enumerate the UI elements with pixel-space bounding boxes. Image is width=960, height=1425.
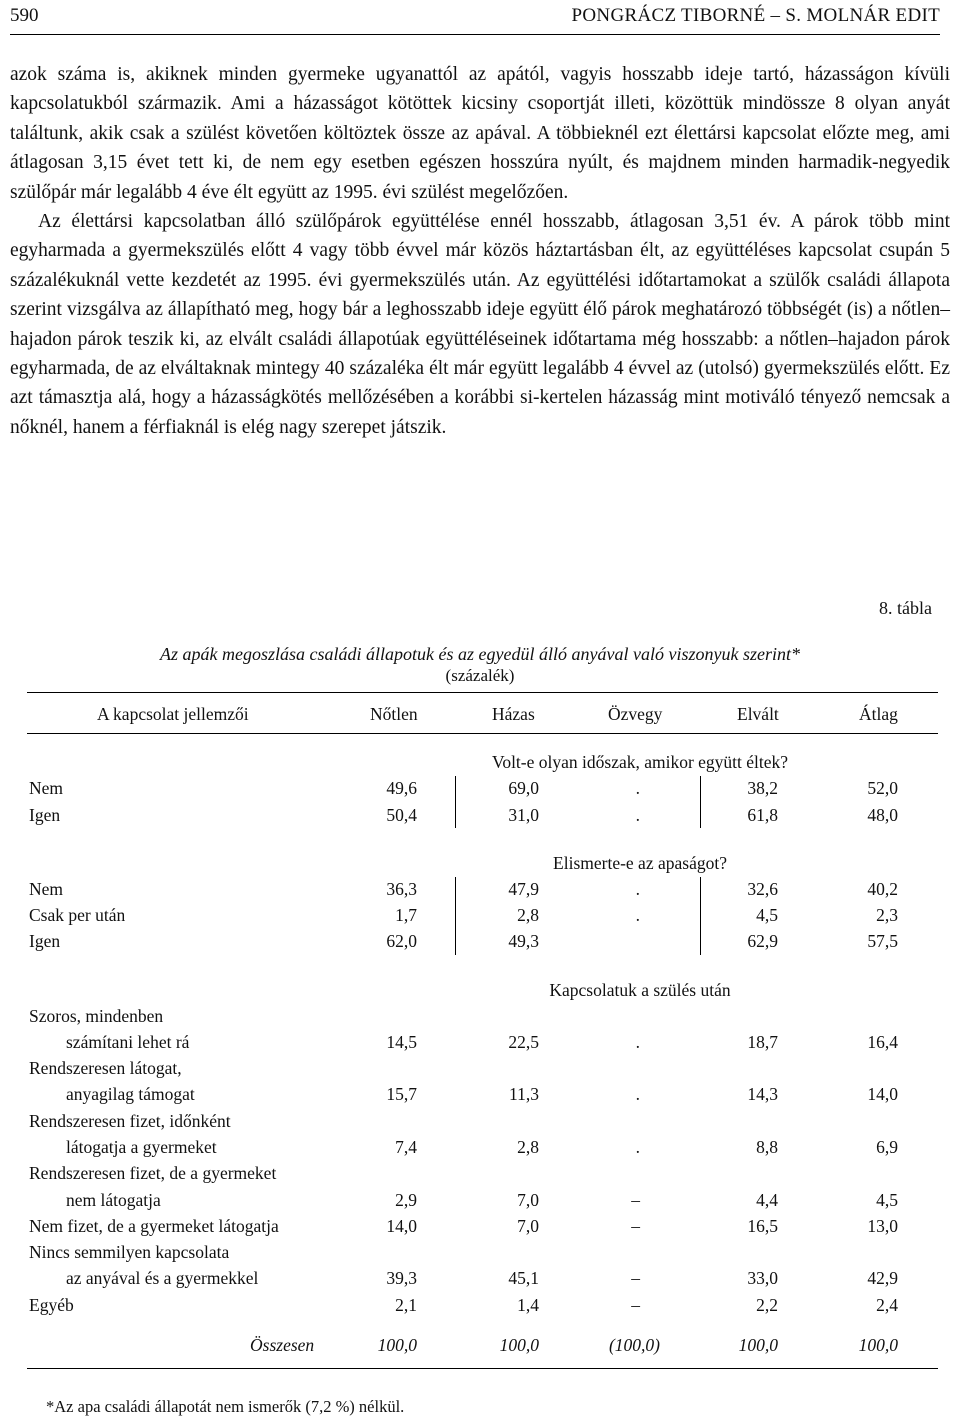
paragraph-1: azok száma is, akiknek minden gyermeke ugyanattól az apától, vagyis hosszabb ideje tartó, házasságon kívüli kapcsolatukból származik. Ami a házasságot kötöttek kicsiny csoportját illeti, közöttük mindössze 8 olyan anyát találtunk, akik csak a szülést követően költöztek össze az apával. A többieknél ezt élettársi kapcsolat előzte meg, ami átlagosan 3,15 évet tett ki, de nem egy esetben egészen hosszúra nyúlt, és majdnem minden harmadik-negyedik szülőpár már legalább 4 éve élt együtt az 1995. évi szülést megelőzően. [10,64,950,203]
cell-married: 11,3 [509,1084,539,1104]
table-row [0,1111,960,1137]
cell-divorced: 33,0 [747,1268,778,1288]
table-row [0,905,960,931]
row-label: Nincs semmilyen kapcsolata [29,1242,230,1262]
cell-single: 2,9 [395,1190,417,1210]
cell-widowed: . [635,905,640,925]
cell-divorced: 38,2 [747,778,778,798]
section-title: Volt-e olyan időszak, amikor együtt éltek? [491,752,789,772]
cell-average: 2,3 [876,905,898,925]
table-header-rule [27,733,938,734]
cell-widowed: . [635,1084,640,1104]
running-head: PONGRÁCZ TIBORNÉ – S. MOLNÁR EDIT [571,5,940,26]
cell-married: 45,1 [508,1268,539,1288]
total-row [0,1335,960,1361]
cell-married: 47,9 [508,879,539,899]
table-row [0,1268,960,1294]
table-unit: (százalék) [445,666,515,685]
table-row [0,1242,960,1268]
column-header-characteristics: A kapcsolat jellemzői [97,704,249,724]
row-label: Szoros, mindenben [29,1006,164,1026]
column-header-married: Házas [492,704,535,724]
column-header-single: Nőtlen [370,704,418,724]
row-label: Nem [29,778,64,798]
cell-average: 48,0 [867,805,898,825]
table-row [0,1006,960,1032]
cell-single: 15,7 [386,1084,417,1104]
cell-single: 50,4 [386,805,417,825]
cell-divorced: 16,5 [747,1216,778,1236]
cell-widowed: – [631,1216,640,1236]
cell-single: 36,3 [386,879,417,899]
cell-married: 7,0 [517,1216,539,1236]
table-top-rule [27,692,938,693]
cell-average: 40,2 [867,879,898,899]
cell-divorced: 14,3 [747,1084,778,1104]
cell-divorced: 32,6 [747,879,778,899]
cell-divorced: 4,5 [756,905,778,925]
cell-single: 7,4 [395,1137,417,1157]
cell-married: 2,8 [517,1137,539,1157]
row-label-continuation: nem látogatja [66,1190,161,1210]
cell-single: 14,0 [386,1216,417,1236]
cell-average: 57,5 [867,931,898,951]
cell-married: 22,5 [508,1032,539,1052]
row-label: Igen [29,931,61,951]
row-label: Csak per után [29,905,126,925]
row-label-continuation: az anyával és a gyermekkel [66,1268,259,1288]
cell-married: 2,8 [517,905,539,925]
column-header-widowed: Özvegy [608,704,663,724]
cell-average: 13,0 [867,1216,898,1236]
cell-average: 14,0 [867,1084,898,1104]
cell-single: 1,7 [395,905,417,925]
cell-widowed: . [635,805,640,825]
section-title: Elismerte-e az apaságot? [553,853,727,873]
cell-single: 14,5 [386,1032,417,1052]
table-row [0,805,960,831]
column-header-divorced: Elvált [737,704,779,724]
cell-widowed: . [635,778,640,798]
cell-average: 6,9 [876,1137,898,1157]
cell-average: 4,5 [876,1190,898,1210]
paragraph-2: Az élettársi kapcsolatban álló szülőpárok együttélése ennél hosszabb, átlagosan 3,51 év. A párok több mint egyharmada a gyermekszülés előtt 4 vagy több évvel már közös háztartásban élt, az együttéléses kapcsolat csupán 5 százalékuknál vette kezdetét az 1995. évi gyermekszülés után. Az együttélési időtartamokat a szülők családi állapota szerint vizsgálva az állapítható meg, hogy bár a leghosszabb ideje együtt élő párok meghatározó többségét (is) a nőtlen–hajadon párok teszik ki, az elvált családi állapotúak együttéléseinek időtartama még hosszabb: a nőtlen–hajadon párok egyharmada, de az elváltaknak mintegy 40 százaléka élt már együtt legalább 4 évvel az (utolsó) gyermekszülés előtt. Ez azt támasztja alá, hogy a házasságkötés mellőzésében a korábbi si-kertelen házasság mint motiváló tényező nemcsak a nőknél, hanem a férfiaknál is elég nagy szerepet játszik. [10,211,950,438]
section-title: Kapcsolatuk a szülés után [549,980,731,1000]
cell-divorced: 2,2 [756,1295,778,1315]
cell-married: 7,0 [517,1190,539,1210]
total-married: 100,0 [499,1335,539,1355]
cell-divorced: 61,8 [747,805,778,825]
cell-widowed: . [635,1032,640,1052]
page-number: 590 [10,5,39,26]
cell-widowed: . [635,879,640,899]
cell-widowed: . [635,1137,640,1157]
table-row [0,1216,960,1242]
table-row [0,1295,960,1321]
page-header [10,0,940,35]
table-row [0,1032,960,1058]
cell-married: 69,0 [508,778,539,798]
total-widowed: (100,0) [608,1335,660,1355]
table-title: Az apák megoszlása családi állapotuk és az egyedül álló anyával való viszonyuk szerint* [160,644,800,664]
row-label-continuation: látogatja a gyermeket [66,1137,217,1157]
cell-widowed: – [631,1268,640,1288]
cell-divorced: 18,7 [747,1032,778,1052]
row-label: Igen [29,805,61,825]
cell-average: 52,0 [867,778,898,798]
table-row [0,1137,960,1163]
cell-divorced: 4,4 [756,1190,778,1210]
row-label: Rendszeresen fizet, de a gyermeket [29,1163,277,1183]
cell-single: 62,0 [386,931,417,951]
table-label: 8. tábla [879,598,932,618]
cell-divorced: 8,8 [756,1137,778,1157]
table-row [0,778,960,804]
total-average: 100,0 [858,1335,898,1355]
cell-single: 39,3 [386,1268,417,1288]
cell-widowed: – [631,1190,640,1210]
table-row [0,931,960,957]
table-footnote: *Az apa családi állapotát nem ismerők (7,2 %) nélkül. [46,1397,405,1416]
row-label: Rendszeresen látogat, [29,1058,182,1078]
cell-average: 2,4 [876,1295,898,1315]
total-label: Összesen [250,1335,315,1355]
row-label: Egyéb [29,1295,74,1315]
row-label-continuation: anyagilag támogat [66,1084,195,1104]
row-label-continuation: számítani lehet rá [66,1032,190,1052]
table-row [0,1084,960,1110]
total-divorced: 100,0 [738,1335,778,1355]
table-row [0,1190,960,1216]
row-label: Nem [29,879,64,899]
table-row [0,1163,960,1189]
row-label: Rendszeresen fizet, időnként [29,1111,231,1131]
cell-widowed: – [631,1295,640,1315]
cell-average: 42,9 [867,1268,898,1288]
cell-married: 1,4 [517,1295,539,1315]
cell-single: 2,1 [395,1295,417,1315]
cell-divorced: 62,9 [747,931,778,951]
table-bottom-rule [27,1368,938,1369]
table-row [0,879,960,905]
table-row [0,1058,960,1084]
cell-average: 16,4 [867,1032,898,1052]
cell-single: 49,6 [386,778,417,798]
body-text [10,60,950,442]
total-single: 100,0 [377,1335,417,1355]
cell-married: 49,3 [508,931,539,951]
column-header-average: Átlag [859,704,898,724]
cell-married: 31,0 [508,805,539,825]
row-label: Nem fizet, de a gyermeket látogatja [29,1216,279,1236]
